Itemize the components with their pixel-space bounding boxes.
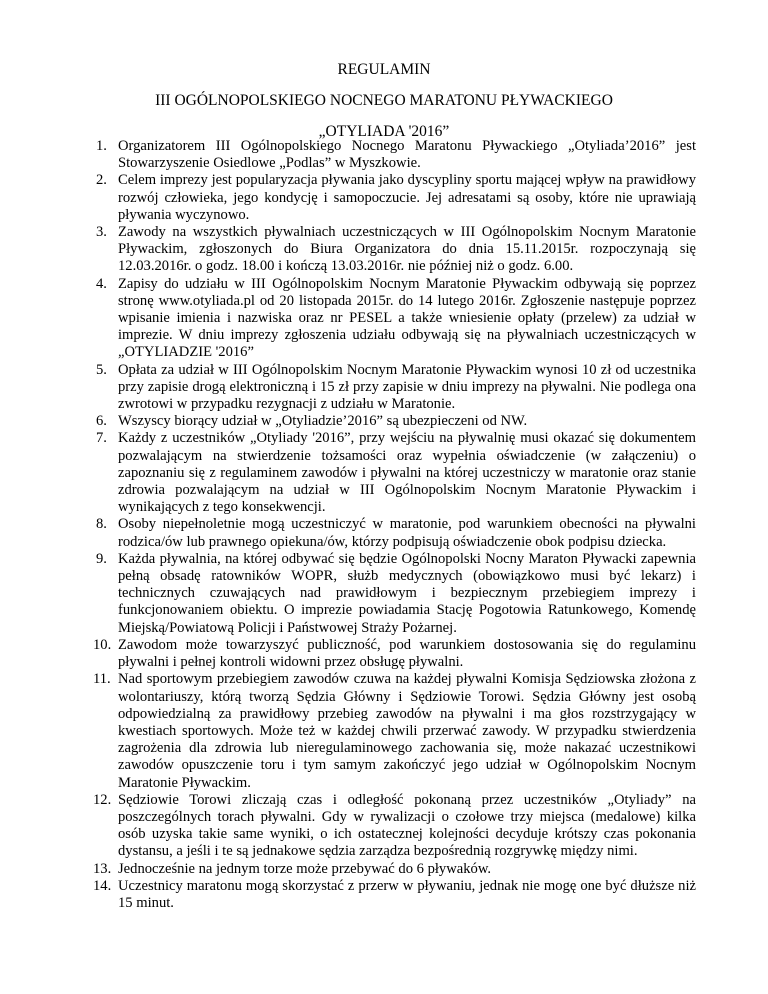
rule-number: 4. [96,275,107,292]
rule-text: Jednocześnie na jednym torze może przebywać do 6 pływaków. [118,860,492,877]
rule-text: Zawodom może towarzyszyć publiczność, pod warunkiem dostosowania się do regulaminu pływalni i pełnej kontroli widowni przez obsługę pływalni. [118,636,696,671]
rule-number: 3. [96,224,107,241]
rule-item [96,138,696,172]
rule-text: Organizatorem III Ogólnopolskiego Nocnego Maratonu Pływackiego „Otyliada’2016” jest Stowarzyszenie Osiedlowe „Podlas” w Myszkowie. [118,138,696,172]
rule-number: 12. [93,791,112,808]
rule-text: Opłata za udział w III Ogólnopolskim Nocnym Maratonie Pływackim wynosi 10 zł od uczestnika przy zapisie drogą elektroniczną i 15 zł przy zapisie w dniu imprezy na pływalni. Nie podlega ona zwrotowi w przypadku rezygnacji z udziału w Maratonie. [118,361,696,413]
rule-item [93,791,696,861]
rule-number: 13. [93,860,112,877]
rule-text: Zawody na wszystkich pływalniach uczestniczących w III Ogólnopolskim Nocnym Maratonie Pływackim, zgłoszonych do Biura Organizatora do dnia 15.11.2015r. rozpoczynają się 12.03.2016r. o godz. 18.00 i kończą 13.03.2016r. nie później niż o godz. 6.00. [118,224,696,275]
rule-item [96,224,696,276]
document-subtitle: III OGÓLNOPOLSKIEGO NOCNEGO MARATONU PŁYWACKIEGO [155,92,613,109]
rule-text: Nad sportowym przebiegiem zawodów czuwa na każdej pływalni Komisja Sędziowska złożona z wolontariuszy, którą tworzą Sędzia Główny i Sędziowie Torowi. Sędzia Główny jest osobą odpowiedzialną za prawidłowy przebieg zawodów na pływalni i ma głos rozstrzygający w kwestiach sportowych. Może też w każdej chwili przerwać zawody. W przypadku stwierdzenia zagrożenia dla zdrowia lub nieregulaminowego zachowania się, może nakazać uczestnikowi zawodów opuszczenie toru i tym samym zakończyć jego udział w Ogólnopolskim Nocnym Maratonie Pływackim. [118,671,696,791]
rule-item [93,636,696,671]
rule-text: Celem imprezy jest popularyzacja pływania jako dyscypliny sportu mającej wpływ na prawidłowy rozwój człowieka, jego kondycję i samopoczucie. Jej adresatami są osoby, które nie uprawiają pływania wyczynowo. [118,172,696,223]
rule-item [93,860,696,878]
rule-number: 9. [96,550,107,567]
rule-item [96,413,696,430]
rule-number: 8. [96,516,107,533]
rule-text: Sędziowie Torowi zliczają czas i odległość pokonaną przez uczestników „Otyliady” na poszczególnych torach pływalni. Gdy w rywalizacji o czołowe trzy miejsca (medalowe) kilka osób uzyska takie same wyniki, o ich ostatecznej kolejności decyduje krótszy czas pokonania dystansu, a jeśli i te są jednakowe sędzia zarządza bezpośrednią rozgrywkę między nimi. [118,791,696,860]
rule-item [93,877,696,912]
rule-item [96,276,696,362]
rule-text: Zapisy do udziału w III Ogólnopolskim Nocnym Maratonie Pływackim odbywają się poprzez stronę www.otyliada.pl od 20 listopada 2015r. do 14 lutego 2016r. Zgłoszenie następuje poprzez wpisanie imienia i nazwiska oraz nr PESEL a także wniesienie opłaty (przelew) za udział w imprezie. W dniu imprezy zgłoszenia udziału odbywają się na pływalniach uczestniczących w „OTYLIADZIE '2016” [118,275,696,361]
rule-item [96,172,696,224]
rule-item [93,671,696,791]
rule-number: 11. [93,671,111,688]
rule-number: 1. [96,138,107,154]
rule-item [96,362,696,414]
document-header [0,54,768,147]
rule-number: 2. [96,172,107,189]
rule-number: 10. [93,636,112,653]
rule-item [96,551,696,637]
rule-number: 14. [93,877,112,894]
rule-text: Wszyscy biorący udział w „Otyliadzie’2016” są ubezpieczeni od NW. [118,413,528,430]
document-title: REGULAMIN [337,61,431,78]
rule-item [96,430,696,516]
rule-number: 5. [96,361,107,378]
rule-text: Każdy z uczestników „Otyliady '2016”, przy wejściu na pływalnię musi okazać się dokumentem pozwalającym na stwierdzenie tożsamości oraz wypełnia oświadczenie (w załączeniu) o zapoznaniu się z regulaminem zawodów i pływalni na której uczestniczy w maratonie oraz stanie zdrowia pozwalającym na udział w III Ogólnopolskim Nocnym Maratonie Pływackim i wynikających z tego konsekwencji. [118,430,696,516]
rule-number: 6. [96,413,107,430]
rule-text: Osoby niepełnoletnie mogą uczestniczyć w maratonie, pod warunkiem obecności na pływalni rodzica/ów lub prawnego opiekuna/ów, którzy podpisują oświadczenie obok podpisu dziecka. [118,516,696,550]
rule-text: Uczestnicy maratonu mogą skorzystać z przerw w pływaniu, jednak nie mogę one być dłuższe niż 15 minut. [118,877,696,911]
rule-text: Każda pływalnia, na której odbywać się będzie Ogólnopolski Nocny Maraton Pływacki zapewnia pełną obsadę ratowników WOPR, służb medycznych (obowiązkowo musi być lekarz) i technicznych czuwających nad prawidłowym i bezpiecznym przebiegiem imprezy i funkcjonowaniem obiektu. O imprezie powiadamia Stację Pogotowia Ratunkowego, Komendę Miejską/Powiatową Policji i Państwowej Straży Pożarnej. [118,550,696,636]
rule-number: 7. [96,430,107,447]
rules-list [93,138,696,912]
rule-item [96,516,696,550]
event-name: „OTYLIADA '2016” [318,123,450,140]
